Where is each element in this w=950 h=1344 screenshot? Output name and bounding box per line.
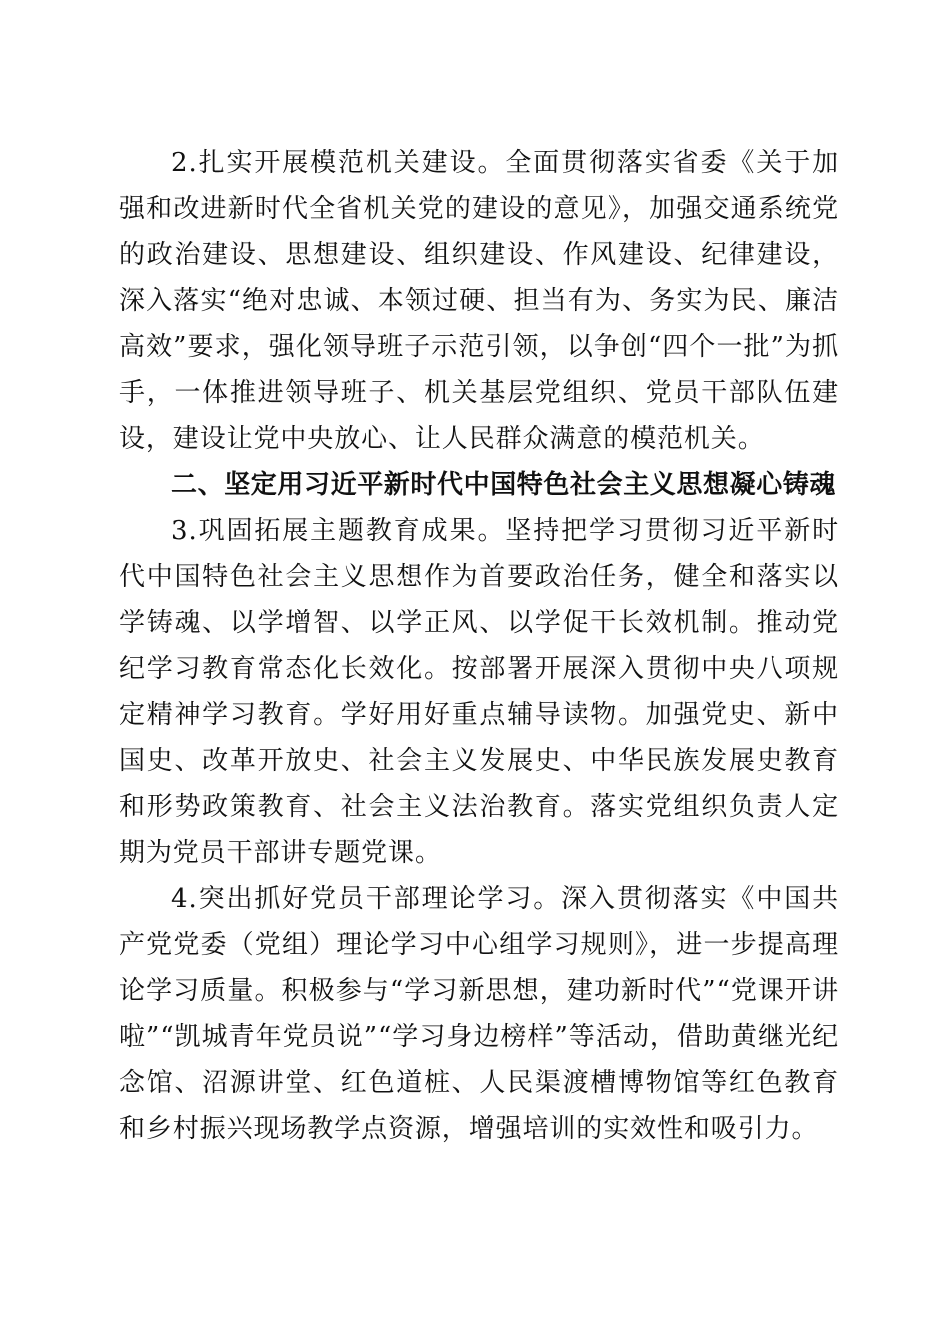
document-body (119, 140, 839, 1152)
paragraph-theme-education: 3.巩固拓展主题教育成果。坚持把学习贯彻习近平新时代中国特色社会主义思想作为首要政治任务，健全和落实以学铸魂、以学增智、以学正风、以学促干长效机制。推动党纪学习教育常态化长效化。按部署开展深入贯彻中央八项规定精神学习教育。学好用好重点辅导读物。加强党史、新中国史、改革开放史、社会主义发展史、中华民族发展史教育和形势政策教育、社会主义法治教育。落实党组织负责人定期为党员干部讲专题党课。 (119, 516, 839, 868)
paragraph-model-organ-building: 2.扎实开展模范机关建设。全面贯彻落实省委《关于加强和改进新时代全省机关党的建设的意见》，加强交通系统党的政治建设、思想建设、组织建设、作风建设、纪律建设，深入落实“绝对忠诚、本领过硬、担当有为、务实为民、廉洁高效”要求，强化领导班子示范引领，以争创“四个一批”为抓手，一体推进领导班子、机关基层党组织、党员干部队伍建设，建设让党中央放心、让人民群众满意的模范机关。 (119, 148, 839, 454)
section-heading-2: 二、坚定用习近平新时代中国特色社会主义思想凝心铸魂 (171, 470, 837, 500)
paragraph-theory-study: 4.突出抓好党员干部理论学习。深入贯彻落实《中国共产党党委（党组）理论学习中心组学习规则》，进一步提高理论学习质量。积极参与“学习新思想，建功新时代”“党课开讲啦”“凯城青年党员说”“学习身边榜样”等活动，借助黄继光纪念馆、沼源讲堂、红色道桩、人民渠渡槽博物馆等红色教育和乡村振兴现场教学点资源，增强培训的实效性和吸引力。 (119, 884, 839, 1144)
